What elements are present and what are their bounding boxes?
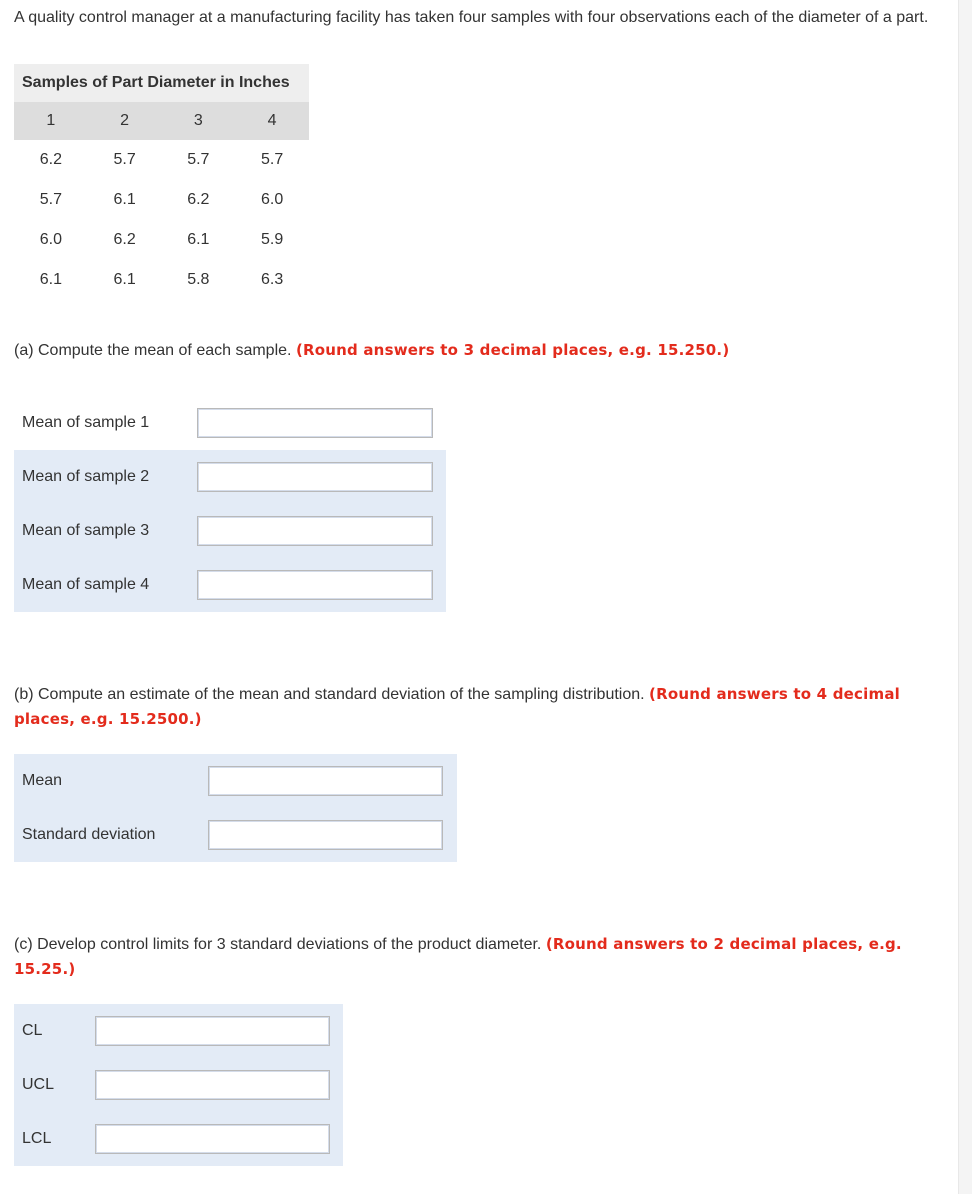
answer-label: Mean: [14, 754, 208, 808]
column-header: 3: [161, 102, 235, 140]
answer-label: Mean of sample 3: [14, 504, 197, 558]
answer-cell: [208, 808, 457, 862]
table-row: [14, 140, 309, 180]
answer-label: Mean of sample 1: [22, 414, 150, 431]
answer-row: [14, 396, 446, 450]
table-header-row: [14, 102, 309, 140]
answer-label: UCL: [14, 1058, 95, 1112]
part-b-answer-table: [14, 754, 457, 862]
part-c-answer-table: [14, 1004, 343, 1166]
answer-row: [14, 1112, 343, 1166]
part-a-answer-table: [14, 396, 446, 612]
cl-input[interactable]: [95, 1016, 330, 1046]
table-cell: 6.1: [39, 271, 62, 288]
answer-row: [14, 1004, 343, 1058]
standard-deviation-input[interactable]: [208, 820, 443, 850]
answer-cell: [95, 1004, 343, 1058]
table-cell: 5.7: [113, 151, 136, 168]
answer-cell: [208, 754, 457, 808]
table-cell: 5.7: [39, 191, 62, 208]
table-cell: 5.7: [187, 151, 210, 168]
part-c-instruction: (Round answers to 2 decimal places, e.g. 15.25.): [14, 935, 902, 978]
table-cell: 6.1: [113, 191, 136, 208]
answer-cell: [95, 1112, 343, 1166]
table-cell: 6.0: [39, 231, 62, 248]
answer-row: [14, 504, 446, 558]
table-cell: 6.1: [187, 231, 210, 248]
part-a-question: [14, 338, 729, 363]
answer-cell: [197, 396, 446, 450]
sample-data-table: [14, 64, 309, 300]
column-header: 1: [14, 102, 88, 140]
mean-sample-2-input[interactable]: [197, 462, 433, 492]
table-cell: 6.3: [260, 271, 284, 288]
question-content: [14, 6, 944, 1147]
table-row: [14, 180, 309, 220]
answer-label: Standard deviation: [14, 808, 208, 862]
part-b-text: (b) Compute an estimate of the mean and standard deviation of the sampling distribution.: [14, 686, 645, 703]
table-cell: 6.2: [39, 151, 62, 168]
table-caption-row: [14, 64, 309, 102]
lcl-input[interactable]: [95, 1124, 330, 1154]
table-row: [14, 260, 309, 300]
mean-sample-4-input[interactable]: [197, 570, 433, 600]
table-cell: 6.0: [260, 191, 284, 208]
answer-cell: [197, 504, 446, 558]
part-c-text: (c) Develop control limits for 3 standard deviations of the product diameter.: [14, 936, 542, 953]
answer-label: Mean of sample 4: [14, 558, 197, 612]
table-cell: 5.8: [187, 271, 210, 288]
answer-label: CL: [14, 1004, 95, 1058]
answer-label: LCL: [14, 1112, 95, 1166]
answer-cell: [95, 1058, 343, 1112]
ucl-input[interactable]: [95, 1070, 330, 1100]
part-a-text: (a) Compute the mean of each sample.: [14, 342, 292, 359]
table-cell: 5.9: [260, 231, 284, 248]
part-b-question: [14, 682, 944, 732]
answer-row: [14, 808, 457, 862]
part-a-instruction: (Round answers to 3 decimal places, e.g. 15.250.): [295, 341, 730, 359]
answer-cell: [197, 558, 446, 612]
mean-sample-3-input[interactable]: [197, 516, 433, 546]
table-cell: 6.1: [113, 271, 136, 288]
column-header: 2: [88, 102, 162, 140]
problem-statement: A quality control manager at a manufacturing facility has taken four samples with four observations each of the diameter of a part.: [14, 9, 929, 26]
answer-cell: [197, 450, 446, 504]
page-scroll-edge: [958, 0, 972, 1194]
answer-row: [14, 1058, 343, 1112]
part-b-instruction: (Round answers to 4 decimal places, e.g. 15.2500.): [14, 685, 900, 728]
table-cell: 6.2: [113, 231, 136, 248]
mean-sample-1-input[interactable]: [197, 408, 433, 438]
answer-row: [14, 754, 457, 808]
table-row: [14, 220, 309, 260]
table-cell: 6.2: [187, 191, 210, 208]
part-c-question: [14, 932, 944, 982]
table-caption: Samples of Part Diameter in Inches: [14, 64, 309, 102]
table-cell: 5.7: [260, 151, 284, 168]
answer-label: Mean of sample 2: [14, 450, 197, 504]
answer-row: [14, 558, 446, 612]
sampling-mean-input[interactable]: [208, 766, 443, 796]
answer-row: [14, 450, 446, 504]
column-header: 4: [235, 102, 309, 140]
